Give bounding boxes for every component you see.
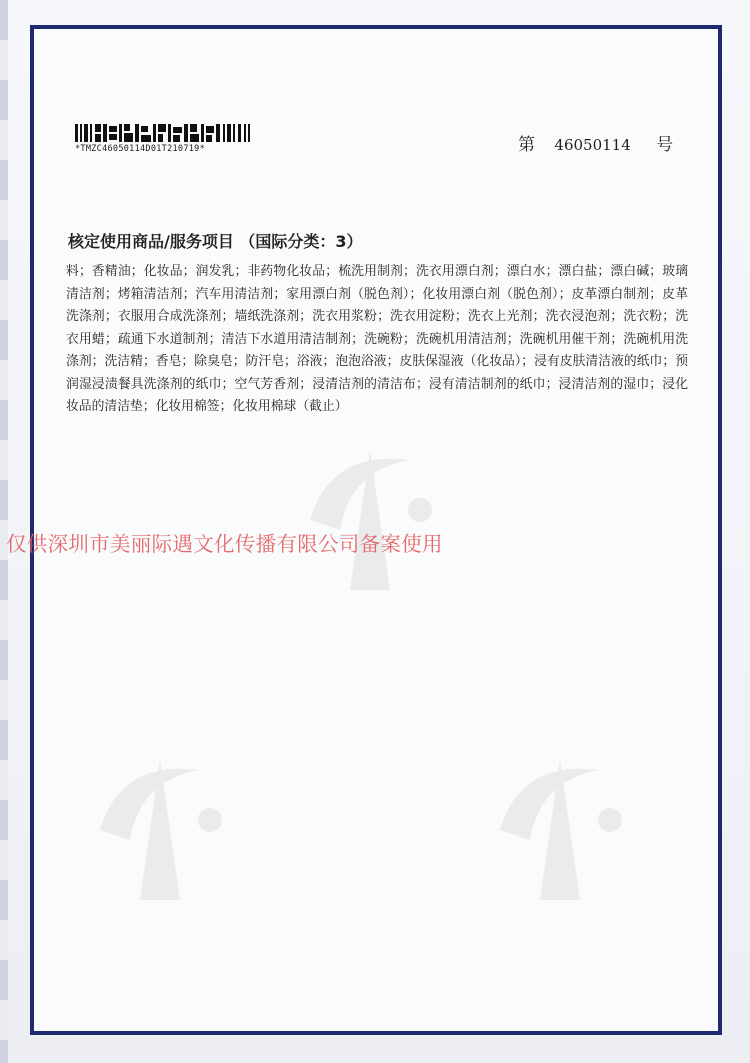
barcode-block: [75, 124, 265, 154]
watermark-emblem: [80, 740, 260, 930]
usage-overlay-stamp: 仅供深圳市美丽际遇文化传播有限公司备案使用: [6, 532, 443, 556]
number-suffix: 号: [656, 135, 674, 155]
goods-list-text: 料；香精油；化妆品；润发乳；非药物化妆品；梳洗用制剂；洗衣用漂白剂；漂白水；漂白盐；漂白碱；玻璃清洁剂；烤箱清洁剂；汽车用清洁剂；家用漂白剂（脱色剂）；化妆用漂白剂（脱色剂）；皮革漂白制剂；皮革洗涤剂；衣服用合成洗涤剂；墙纸洗涤剂；洗衣用浆粉；洗衣用淀粉；洗衣上光剂；洗衣浸泡剂；洗衣粉；洗衣用蜡；疏通下水道制剂；清洁下水道用清洁制剂；洗碗粉；洗碗机用清洁剂；洗碗机用催干剂；洗碗机用洗涤剂；洗洁精；香皂；除臭皂；防汗皂；浴液；泡泡浴液；皮肤保湿液（化妆品）；浸有皮肤清洁液的纸巾；预润湿浸渍餐具洗涤剂的纸巾；空气芳香剂；浸清洁剂的清洁布；浸有清洁制剂的纸巾；浸清洁剂的湿巾；浸化妆品的清洁垫；化妆用棉签；化妆用棉球（截止）: [66, 264, 688, 414]
number-prefix: 第: [518, 135, 535, 155]
registration-number: [518, 130, 673, 155]
number-value: 46050114: [554, 136, 631, 154]
watermark-emblem: [290, 430, 470, 620]
watermark-emblem: [480, 740, 660, 930]
barcode-image: [75, 124, 250, 142]
section-heading: 核定使用商品/服务项目 （国际分类：3）: [68, 232, 363, 251]
barcode-text: *TMZC46050114D01T210719*: [75, 144, 206, 154]
